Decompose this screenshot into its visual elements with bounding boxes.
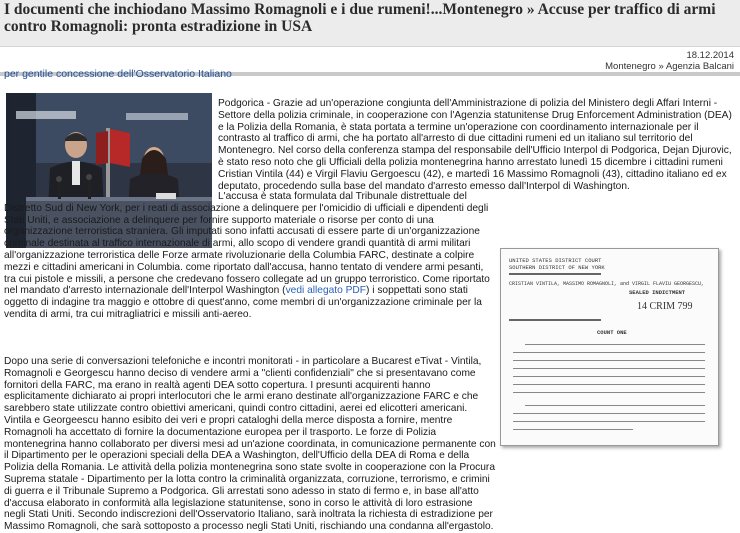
doc-court-line2: SOUTHERN DISTRICT OF NEW YORK <box>509 264 605 271</box>
article-title: I documenti che inchiodano Massimo Romagnoli e i due rumeni!...Montenegro » Accuse per traffico di armi contro Romagnoli: pronta estradizione in USA <box>4 1 716 35</box>
article-date: 18.12.2014 <box>686 50 734 61</box>
doc-label: SEALED INDICTMENT <box>629 289 686 296</box>
courtesy-note: per gentile concessione dell'Osservatorio Italiano <box>4 68 232 80</box>
article-text-p2-start: L'accusa è stata formulata dal Tribunale distrettuale del Distretto Sud di New York, per i reati di associazione a delinquere per l'omicidio di ufficiali e dipendenti degli Stati Uniti, e associazione a delinquere per fornire supporto materiale o risorse per conto di una organizzazione terroristica straniera. Gli imputati sono infatti accusati di essere parte di un'organizzazione criminale destinata al traffico internazionale di armi, allo scopo di vendere grandi quantità di armi militari all'organizzazione terroristica delle Forze armate rivoluzionarie della Columbia FARC, destinate a colpire mezzi e cittadini americani in Columbia. come riportato dall'accusa, hanno tentato di vendere armi pesanti, tra cui pistole e missili, a persone che credevano fossero collegate ad un gruppo terroristico. Come riportato nel mandato d'arresto internazionale dell'Interpol Washington ( <box>4 191 490 297</box>
article-header <box>0 0 740 46</box>
indictment-document-image[interactable] <box>500 248 719 446</box>
article-text-p2-end: ) i soppettati sono stati oggetto di indagine tra maggio e ottobre di quest'anno, come membri di un'organizzazione criminale per la vendita di armi, tra cui mitragliatrici e missili anti-aereo. <box>4 285 482 320</box>
doc-case-number: 14 CRIM 799 <box>637 301 693 312</box>
article-text-p1: Podgorica - Grazie ad un'operazione congiunta dell'Amministrazione di polizia del Ministero degli Affari Interni - Settore della polizia criminale, in cooperazione con l'Agenzia statunitense Drug Enforcement Administration (DEA) e la Polizia della Romania, è stata portata a termine un'operazione con coordinamento internazionale per il contrasto al traffico di armi, che ha portato all'arresto di due cittadini rumeni ed un italiano sul territorio del Montenegro. Nel corso della conferenza stampa del responsabile dell'Ufficio Interpol di Podgorica, Dejan Djurovic, è stato reso noto che gli Ufficiali della polizia montenegrina hanno arrestato lunedì 15 dicembre i cittadini rumeni Cristian Vintila (44) e Virgil Flaviu Gergoescu (42), e martedì 16 Massimo Romagnoli (43), cittadino italiano ed ex deputato, procedendo sulla base del mandato d'arresto emesso dall'Interpol di Washington. <box>218 98 732 192</box>
doc-defendants: CRISTIAN VINTILA, MASSIMO ROMAGNOLI, and VIRGIL FLAVIU GEORGESCU, <box>509 281 705 287</box>
article-paragraph-2 <box>4 191 496 321</box>
pdf-attachment-link[interactable]: vedi allegato PDF <box>285 285 366 297</box>
article-paragraph-3 <box>4 356 496 533</box>
doc-court-line1: UNITED STATES DISTRICT COURT <box>509 257 602 264</box>
breadcrumb[interactable]: Montenegro » Agenzia Balcani <box>605 61 734 72</box>
article-paragraph-1 <box>218 98 735 192</box>
article-text-p3: Dopo una serie di conversazioni telefoniche e incontri monitorati - in particolare a Bucarest eTivat - Vintila, Romagnoli e Georgescu hanno deciso di vendere armi a "clienti confidenziali" che si presentavano come fornitori della FARC, ma erano in realtà agenti DEA sotto copertura. I presunti acquirenti hanno esplicitamente dichiarato ai propri interlocutori che le armi erano destinate all'organizzazione FARC e che sarebbero state utilizzate contro obiettivi americani, quindi contro cittadini, aerei ed elicotteri americani. Vintila e Georgeescu hanno esibito dei veri e propri cataloghi della merce disposta a fornire, mentre Romagnoli ha accettato di fornire la documentazione europea per il trasporto. Le forze di Polizia montenegrina hanno collaborato per diversi mesi ad un'azione coordinata, in comunicazione permanente con il Dipartimento per le operazioni speciali della DEA a Washington, dell'Ufficio della DEA di Roma e della Polizia della Romania. Le attività della polizia montenegrina sono state svolte in cooperazione con la Procura Suprema statale - Dipartimento per la lotta contro la criminalità organizzata, corruzione, terrorismo, e crimini di guerra e il Tribunale Supremo a Podgorica. Gli arrestati sono adesso in stato di fermo e, in base all'atto d'accusa elaborato in conformità alla legislazione statunitense, sono in corso le attività di loro estrasione negli Stati Uniti. Secondo indiscrezioni dell'Osservatorio Italiano, sarà inoltrata la richiesta di estradizione per Massimo Romagnoli, che sarà sottoposto a processo negli Stati Uniti, rischiando una condanna all'ergastolo. <box>4 356 496 533</box>
doc-count: COUNT ONE <box>597 329 627 336</box>
doc-rule-2 <box>509 319 601 321</box>
header-divider <box>0 46 740 47</box>
doc-rule <box>509 273 601 275</box>
